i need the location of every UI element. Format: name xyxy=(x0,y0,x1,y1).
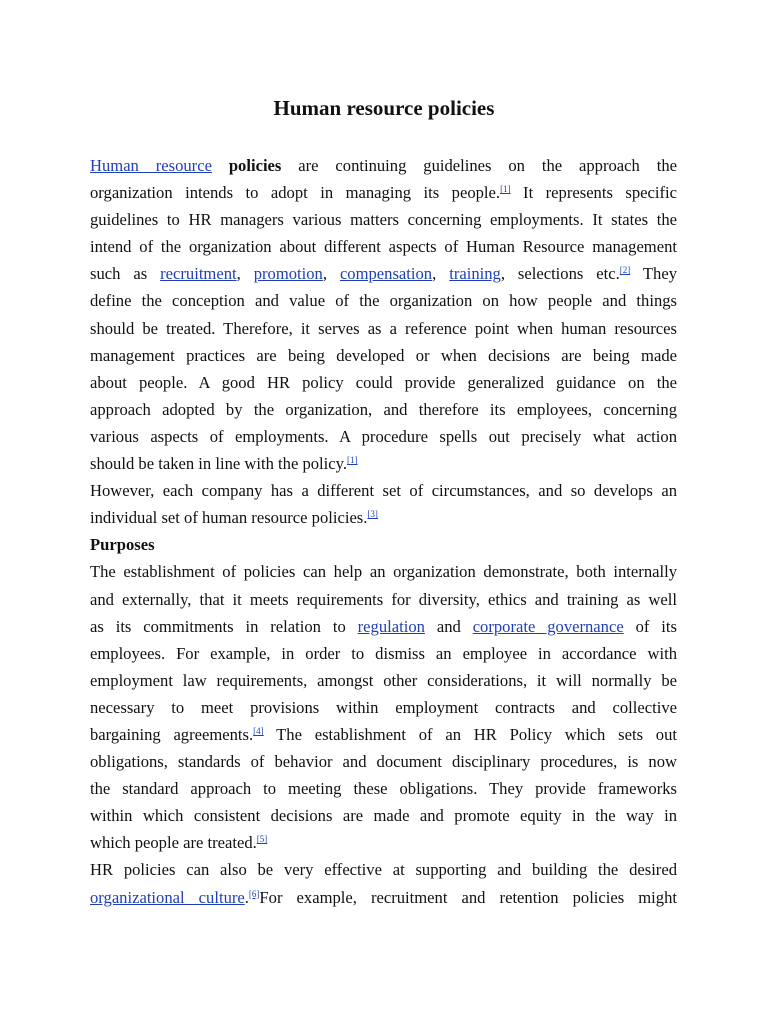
link-organizational-culture[interactable]: organizational culture xyxy=(90,887,245,907)
link-compensation[interactable]: compensation xyxy=(339,264,433,284)
text-span: They xyxy=(642,264,678,284)
text-span: bargaining agreements. xyxy=(90,724,254,744)
purposes-line: employment law requirements, amongst other considerations, it will normally be xyxy=(90,670,677,690)
intro-line: guidelines to HR managers various matters concerning employments. It states the xyxy=(90,210,677,230)
bold-policies: policies xyxy=(228,156,282,175)
purposes-line: employees. For example, in order to dismiss an employee in accordance with xyxy=(90,643,677,663)
purposes-line: the standard approach to meeting these obligations. They provide frameworks xyxy=(90,779,677,799)
intro-line: define the conception and value of the organization on how people and things xyxy=(90,291,677,311)
text-span: such as xyxy=(90,264,148,284)
section-heading-purposes: Purposes xyxy=(90,535,155,555)
page-title: Human resource policies xyxy=(273,96,495,120)
citation-link[interactable]: [4] xyxy=(253,725,264,736)
para4-line xyxy=(90,884,677,911)
intro-line xyxy=(90,179,677,206)
intro-line: about people. A good HR policy could provide generalized guidance on the xyxy=(90,372,677,392)
text-span: which people are treated. xyxy=(90,833,257,853)
citation-link[interactable]: [6] xyxy=(248,888,260,899)
intro-line: approach adopted by the organization, and therefore its employees, concerning xyxy=(90,399,677,419)
text-span: The establishment of an HR Policy which sets out xyxy=(276,724,678,744)
intro-line: such as recruitment, promotion, compensation, training, selections etc.[2] They xyxy=(90,264,678,284)
purposes-line: obligations, standards of behavior and document disciplinary procedures, is now xyxy=(90,752,677,772)
purposes-line xyxy=(90,721,677,748)
text-span: , selections etc. xyxy=(500,264,620,284)
intro-line: various aspects of employments. A procedure spells out precisely what action xyxy=(90,426,677,446)
intro-line: intend of the organization about different aspects of Human Resource management xyxy=(90,237,677,257)
purposes-line: necessary to meet provisions within employment contracts and collective xyxy=(90,697,677,717)
citation-link[interactable]: [1] xyxy=(347,455,358,466)
text-span: It represents specific xyxy=(523,183,677,203)
purposes-line: within which consistent decisions are made and promote equity in the way in xyxy=(90,806,677,826)
link-human-resource[interactable]: Human resource xyxy=(90,156,212,175)
article-body xyxy=(90,152,677,911)
text-span: individual set of human resource policies. xyxy=(90,508,368,528)
text-span: . xyxy=(244,887,249,907)
citation-link[interactable]: [5] xyxy=(256,834,268,845)
para4-line: HR policies can also be very effective at supporting and building the desired xyxy=(90,860,677,880)
citation-link[interactable]: [3] xyxy=(367,509,378,520)
purposes-line: The establishment of policies can help an organization demonstrate, both internally xyxy=(90,562,677,582)
intro-line xyxy=(90,450,677,477)
text-span: For example, recruitment and retention policies might xyxy=(259,887,677,907)
link-corporate-governance[interactable]: corporate governance xyxy=(472,616,624,636)
purposes-line xyxy=(90,613,677,640)
link-recruitment[interactable]: recruitment xyxy=(160,264,237,284)
text-span: and xyxy=(436,616,461,636)
purposes-line: and externally, that it meets requirements for diversity, ethics and training as well xyxy=(90,589,677,609)
link-promotion[interactable]: promotion xyxy=(253,264,323,284)
intro-line xyxy=(90,152,677,179)
link-regulation[interactable]: regulation xyxy=(357,616,425,636)
intro-line: should be treated. Therefore, it serves as a reference point when human resources xyxy=(90,318,677,338)
text-span: of its xyxy=(635,616,677,636)
text-span: organization intends to adopt in managing its people. xyxy=(90,183,501,203)
para2-line: However, each company has a different set of circumstances, and so develops an xyxy=(90,481,677,501)
para2-line xyxy=(90,504,677,531)
purposes-line xyxy=(90,829,677,856)
intro-line: management practices are being developed or when decisions are being made xyxy=(90,345,677,365)
citation-link[interactable]: [1] xyxy=(500,184,511,195)
text-span: are continuing guidelines on the approach the xyxy=(298,156,677,175)
text-span: as its commitments in relation to xyxy=(90,616,346,636)
text-span: should be taken in line with the policy. xyxy=(90,454,348,474)
link-training[interactable]: training xyxy=(449,264,501,284)
citation-link[interactable]: [2] xyxy=(619,265,631,276)
